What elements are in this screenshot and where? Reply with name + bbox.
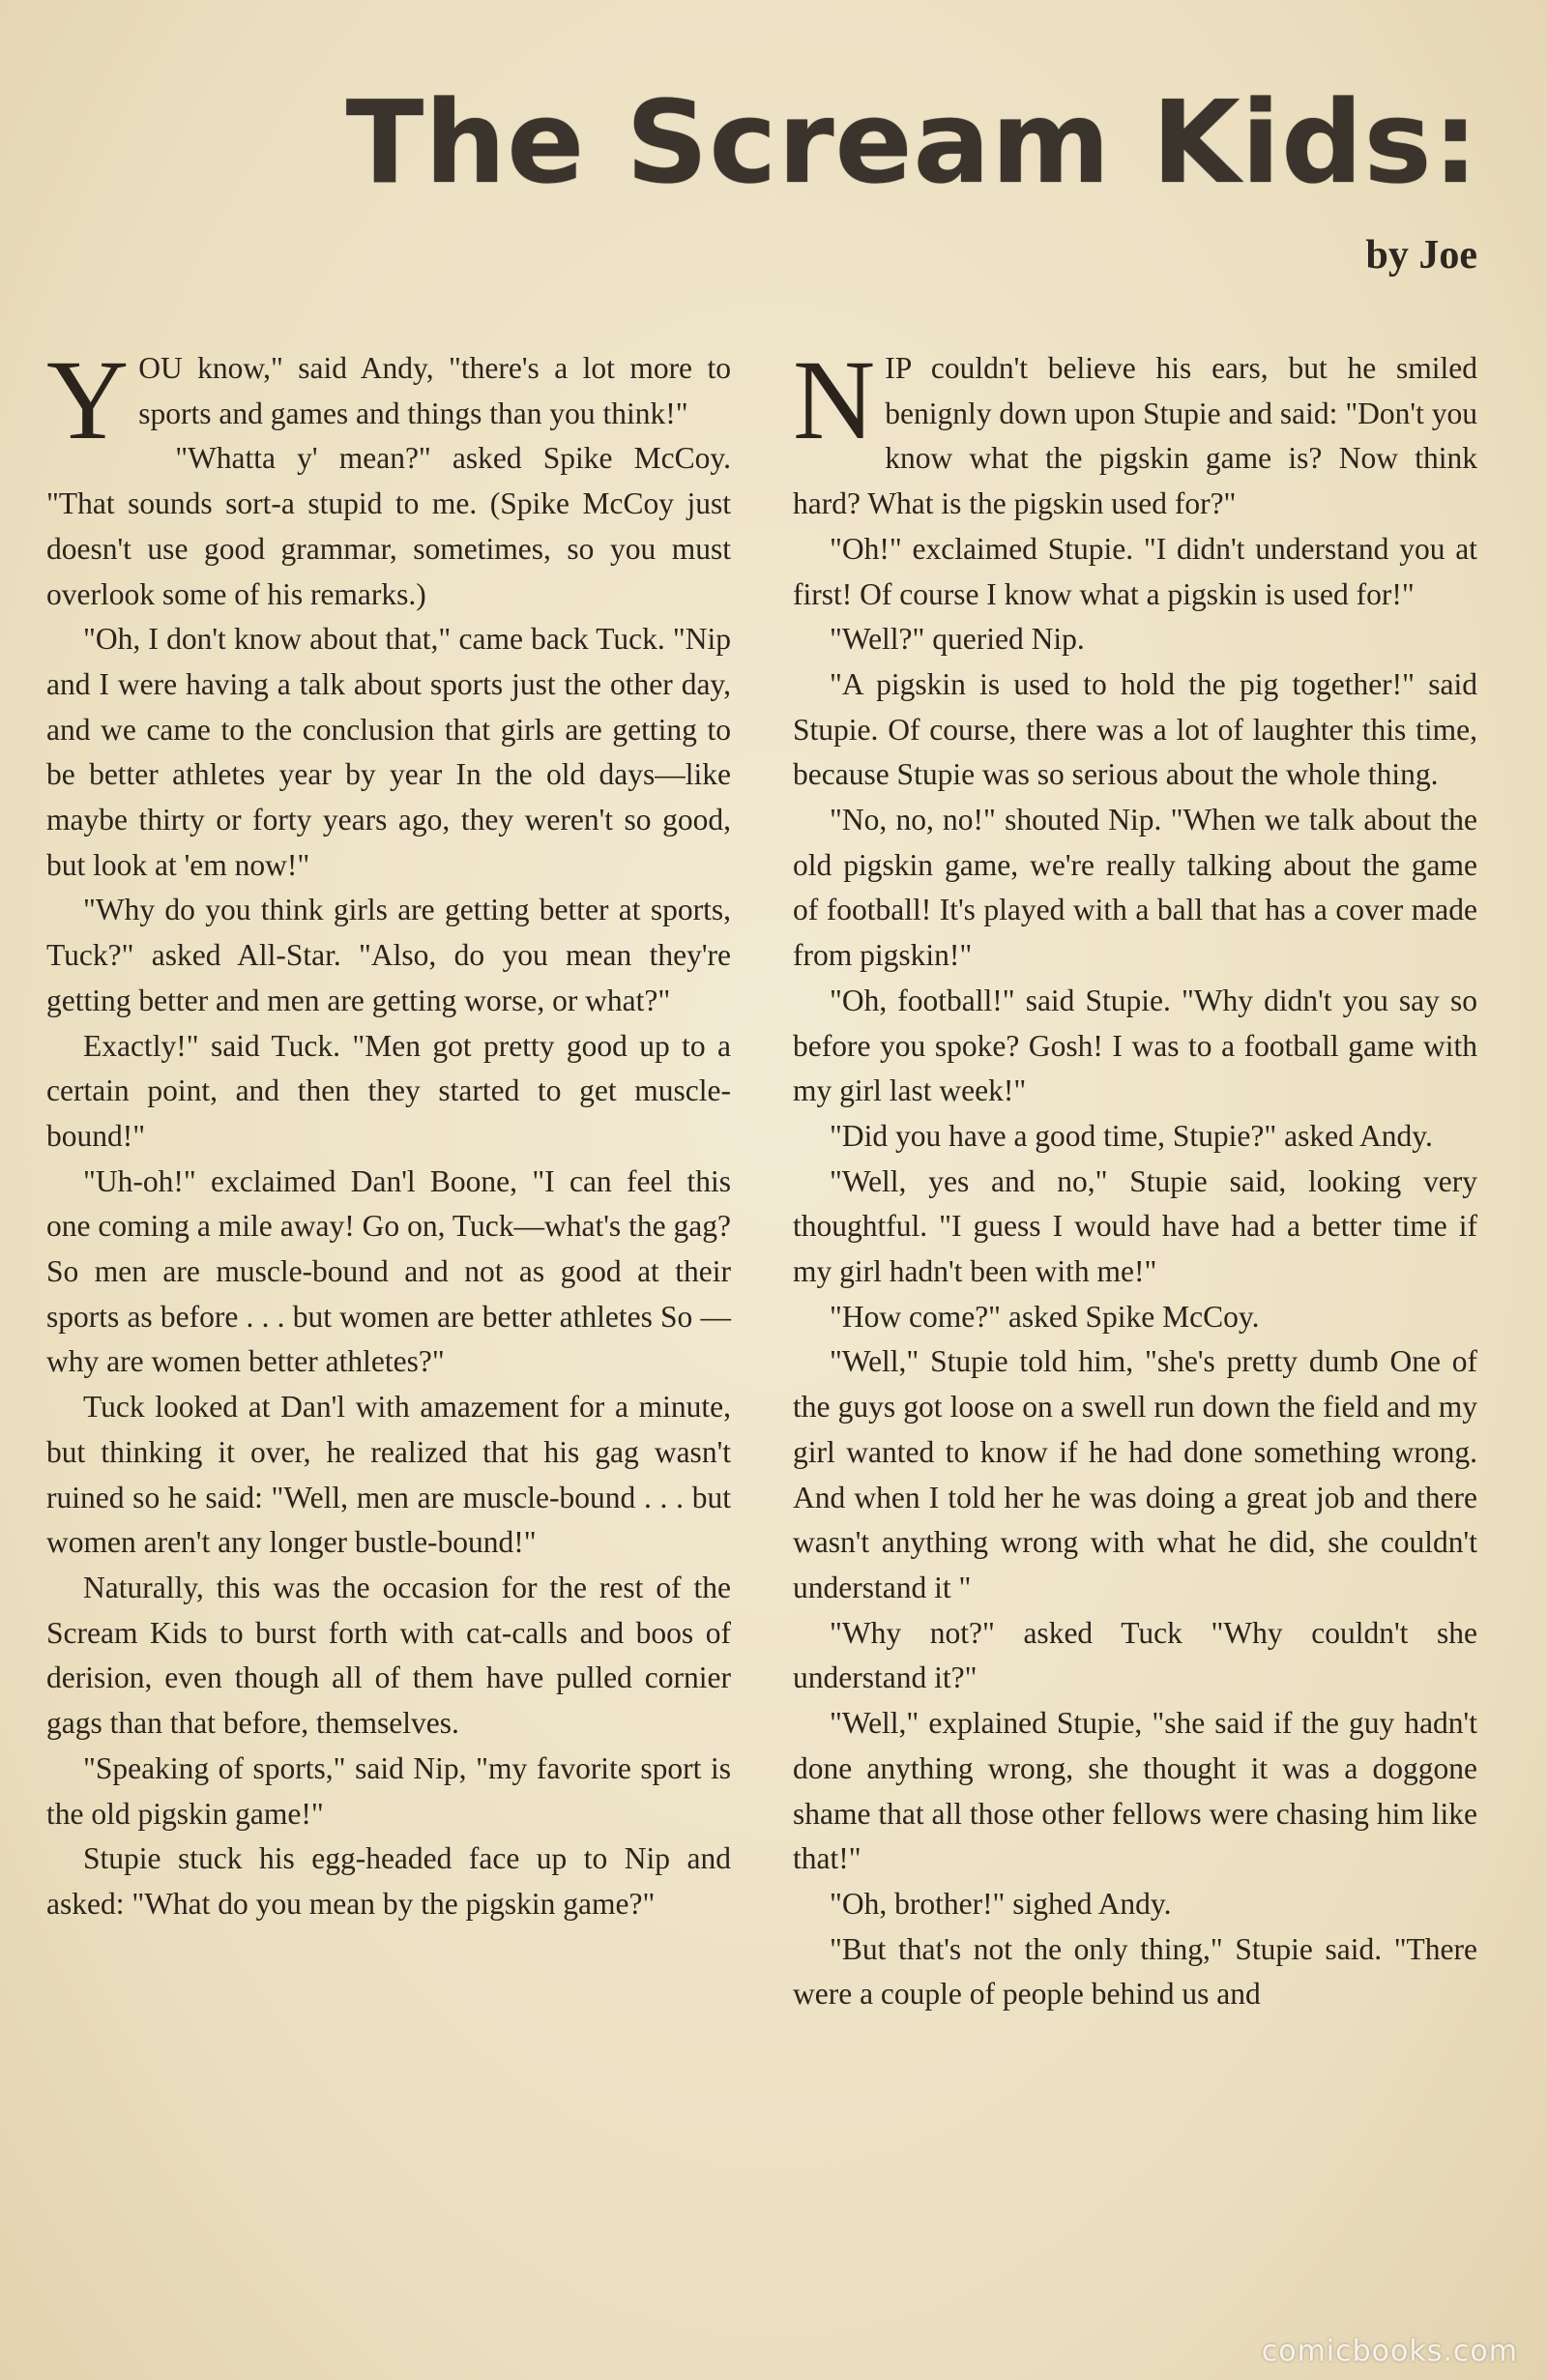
paragraph: "Well, yes and no," Stupie said, looking very thoughtful. "I guess I would have had a better time if my girl hadn't been with me!": [793, 1163, 1477, 1289]
paragraph: Tuck looked at Dan'l with amazement for a minute, but thinking it over, he realized that his gag wasn't ruined so he said: "Well, men are muscle-bound . . . but women aren't any longer bustle-bound!": [46, 1390, 731, 1560]
byline: by Joe: [1365, 233, 1477, 278]
paragraph: "Oh, brother!" sighed Andy.: [830, 1886, 1172, 1921]
paragraph: Naturally, this was the occasion for the rest of the Scream Kids to burst forth with cat-calls and boos of derision, even though all of them have pulled cornier gags than that before, themselves.: [46, 1570, 731, 1741]
paragraph: "No, no, no!" shouted Nip. "When we talk about the old pigskin game, we're really talking about the game of football! It's played with a ball that has a cover made from pigskin!": [793, 803, 1477, 973]
opening-text-left: OU know," said Andy, "there's a lot more to sports and games and things than you think!": [138, 351, 731, 430]
paragraph: "Well," explained Stupie, "she said if the guy hadn't done anything wrong, she thought it was a doggone shame that all those other fellows were chasing him like that!": [793, 1706, 1477, 1876]
paragraph: "Well," Stupie told him, "she's pretty dumb One of the guys got loose on a swell run down the field and my girl wanted to know if he had done something wrong. And when I told her he was doing a great job and there wasn't anything wrong with what he did, she couldn't understand it ": [793, 1344, 1477, 1604]
paragraph: "Well?" queried Nip.: [830, 622, 1085, 657]
opening-paragraph-right: [793, 337, 1477, 527]
paragraph: "Uh-oh!" exclaimed Dan'l Boone, "I can feel this one coming a mile away! Go on, Tuck—what's the gag? So men are muscle-bound and not as good at their sports as before . . . but women are better athletes So —why are women better athletes?": [46, 1163, 731, 1379]
paragraph: "But that's not the only thing," Stupie said. "There were a couple of people behind us and: [793, 1931, 1477, 2012]
paragraph: Exactly!" said Tuck. "Men got pretty good up to a certain point, and then they started to get muscle-bound!": [46, 1028, 731, 1153]
story-title: The Scream Kids:: [345, 75, 1479, 209]
paragraph: "How come?" asked Spike McCoy.: [830, 1299, 1260, 1334]
paragraph: "Oh, football!" said Stupie. "Why didn't you say so before you spoke? Gosh! I was to a football game with my girl last week!": [793, 983, 1477, 1108]
site-watermark: comicbooks.com: [1261, 2335, 1518, 2368]
drop-cap-n: N: [793, 337, 876, 463]
paragraph: "Oh, I don't know about that," came back Tuck. "Nip and I were having a talk about sports just the other day, and we came to the conclusion that girls are getting to be better athletes year by year In the old days—like maybe thirty or forty years ago, they weren't so good, but look at 'em now!": [46, 622, 731, 882]
paragraph: "Why do you think girls are getting better at sports, Tuck?" asked All-Star. "Also, do you mean they're getting better and men are getting worse, or what?": [46, 893, 731, 1017]
opening-text-right: IP couldn't believe his ears, but he smiled benignly down upon Stupie and said: "Don't you know what the pigskin game is? Now think hard? What is the pigskin used for?": [793, 351, 1477, 521]
paragraph: "Speaking of sports," said Nip, "my favorite sport is the old pigskin game!": [46, 1750, 731, 1831]
drop-cap-y: Y: [46, 337, 130, 463]
paragraph: "Did you have a good time, Stupie?" asked Andy.: [830, 1118, 1433, 1153]
right-column: [793, 337, 1477, 2017]
paragraph: "Why not?" asked Tuck "Why couldn't she understand it?": [793, 1615, 1477, 1695]
paragraph: "Oh!" exclaimed Stupie. "I didn't understand you at first! Of course I know what a pigskin is used for!": [793, 531, 1477, 611]
left-column: [46, 337, 731, 1927]
opening-paragraph-left: [46, 337, 731, 463]
paragraph: "A pigskin is used to hold the pig together!" said Stupie. Of course, there was a lot of laughter this time, because Stupie was so serious about the whole thing.: [793, 666, 1477, 792]
paragraph: Stupie stuck his egg-headed face up to Nip and asked: "What do you mean by the pigskin game?": [46, 1841, 731, 1921]
paragraph: "Whatta y' mean?" asked Spike McCoy. "That sounds sort-a stupid to me. (Spike McCoy just doesn't use good grammar, sometimes, so you must overlook some of his remarks.): [46, 441, 731, 611]
